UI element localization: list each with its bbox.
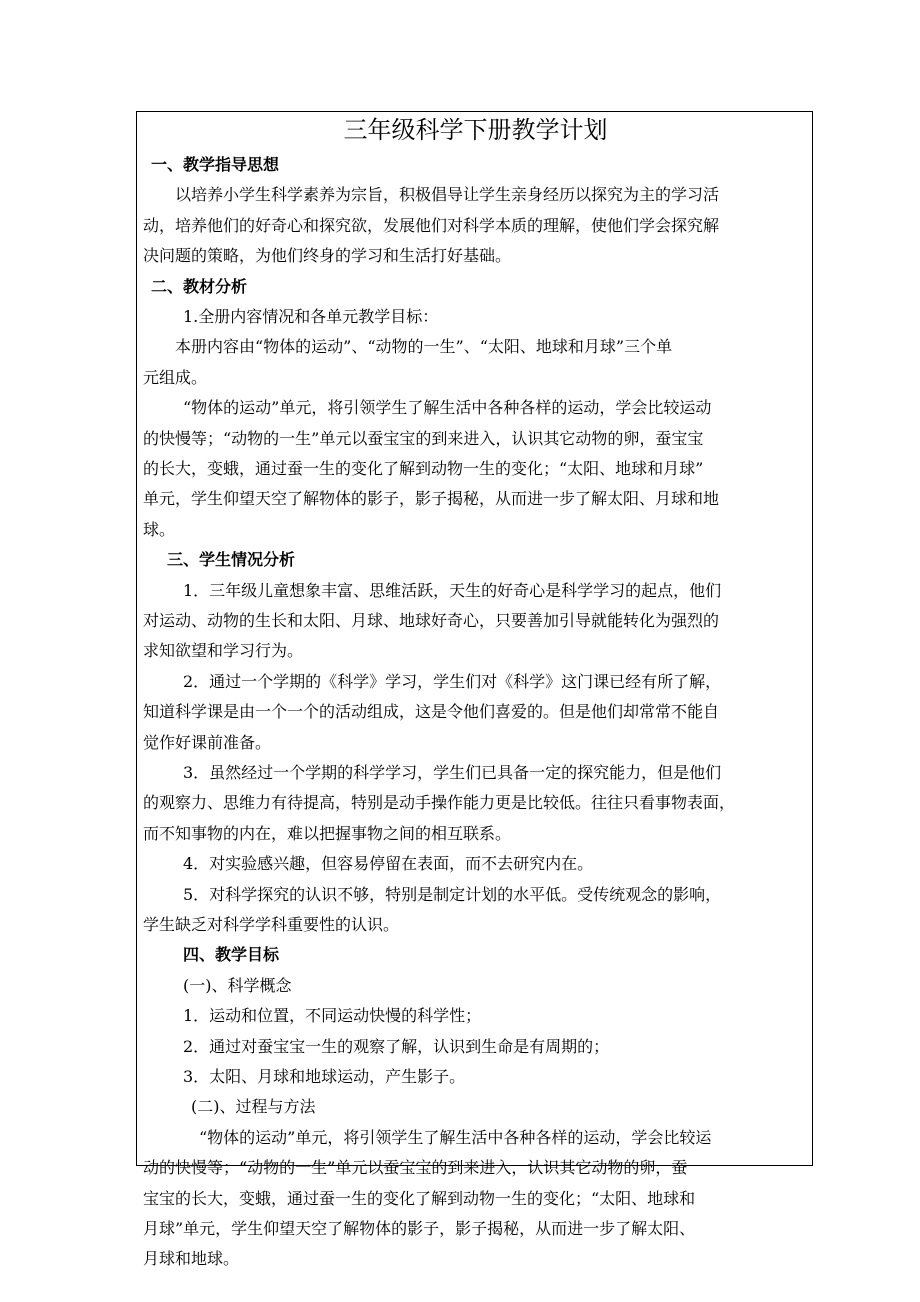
- paragraph-line: 1.全册内容情况和各单元教学目标：: [183, 307, 439, 326]
- paragraph-line: 动的快慢等；“动物的一生”单元以蚕宝宝的到来进入，认识其它动物的卵，蚕: [143, 1158, 688, 1178]
- subsection-heading: (二)、过程与方法: [191, 1097, 316, 1117]
- list-item: 2．通过对蚕宝宝一生的观察了解，认识到生命是有周期的；: [183, 1036, 610, 1056]
- paragraph-line: 动，培养他们的好奇心和探究欲，发展他们对科学本质的理解，使他们学会探究解: [143, 215, 720, 235]
- paragraph-line: 的观察力、思维力有待提高，特别是动手操作能力更是比较低。往往只看事物表面，: [143, 793, 736, 813]
- section-heading-teaching-goals: 四、教学目标: [183, 945, 280, 965]
- paragraph-line: 月球”单元，学生仰望天空了解物体的影子，影子揭秘，从而进一步了解太阳、: [143, 1219, 696, 1238]
- paragraph-line: 3．虽然经过一个学期的科学学习，学生们已具备一定的探究能力，但是他们: [183, 763, 722, 782]
- paragraph-line: 元组成。: [143, 367, 208, 387]
- section-heading-guiding-idea: 一、教学指导思想: [151, 155, 280, 174]
- paragraph-line: 4．对实验感兴趣，但容易停留在表面，而不去研究内在。: [183, 854, 594, 874]
- paragraph-line: 求知欲望和学习行为。: [143, 641, 304, 661]
- paragraph-line: 本册内容由“物体的运动”、“动物的一生”、“太阳、地球和月球”三个单: [175, 337, 673, 357]
- list-item: 1．运动和位置，不同运动快慢的科学性；: [183, 1006, 482, 1026]
- paragraph-line: 而不知事物的内在，难以把握事物之间的相互联系。: [143, 823, 512, 843]
- paragraph-line: 觉作好课前准备。: [143, 732, 272, 752]
- subsection-heading: (一)、科学概念: [183, 975, 292, 995]
- paragraph-line: 决问题的策略，为他们终身的学习和生活打好基础。: [143, 246, 512, 266]
- page-title: 三年级科学下册教学计划: [343, 116, 608, 144]
- paragraph-line: 1．三年级儿童想象丰富、思维活跃，天生的好奇心是科学学习的起点，他们: [183, 580, 722, 600]
- document-frame: [136, 111, 813, 1269]
- paragraph-line: 单元，学生仰望天空了解物体的影子，影子揭秘，从而进一步了解太阳、月球和地: [143, 489, 720, 509]
- section-heading-textbook-analysis: 二、教材分析: [151, 276, 248, 296]
- paragraph-line: “物体的运动”单元，将引领学生了解生活中各种各样的运动，学会比较运: [199, 1127, 712, 1147]
- paragraph-line: 月球和地球。: [143, 1249, 240, 1269]
- paragraph-line: 2．通过一个学期的《科学》学习，学生们对《科学》这门课已经有所了解，: [183, 671, 722, 691]
- paragraph-line: 知道科学课是由一个一个的活动组成，这是令他们喜爱的。但是他们却常常不能自: [143, 702, 720, 722]
- paragraph-line: “物体的运动”单元，将引领学生了解生活中各种各样的运动，学会比较运动: [183, 398, 712, 418]
- paragraph-line: 宝宝的长大，变蛾，通过蚕一生的变化了解到动物一生的变化；“太阳、地球和: [143, 1188, 696, 1208]
- paragraph-line: 的长大，变蛾，通过蚕一生的变化了解到动物一生的变化；“太阳、地球和月球”: [143, 459, 704, 478]
- list-item: 3．太阳、月球和地球运动，产生影子。: [183, 1067, 466, 1086]
- section-heading-student-analysis: 三、学生情况分析: [167, 550, 296, 570]
- paragraph-line: 的快慢等；“动物的一生”单元以蚕宝宝的到来进入，认识其它动物的卵，蚕宝宝: [143, 428, 704, 448]
- paragraph-line: 球。: [143, 519, 176, 539]
- paragraph-line: 对运动、动物的生长和太阳、月球、地球好奇心，只要善加引导就能转化为强烈的: [143, 611, 720, 630]
- paragraph-line: 学生缺乏对科学学科重要性的认识。: [143, 915, 400, 934]
- paragraph-line: 以培养小学生科学素养为宗旨，积极倡导让学生亲身经历以探究为主的学习活: [175, 185, 720, 205]
- paragraph-line: 5．对科学探究的认识不够，特别是制定计划的水平低。受传统观念的影响，: [183, 884, 722, 904]
